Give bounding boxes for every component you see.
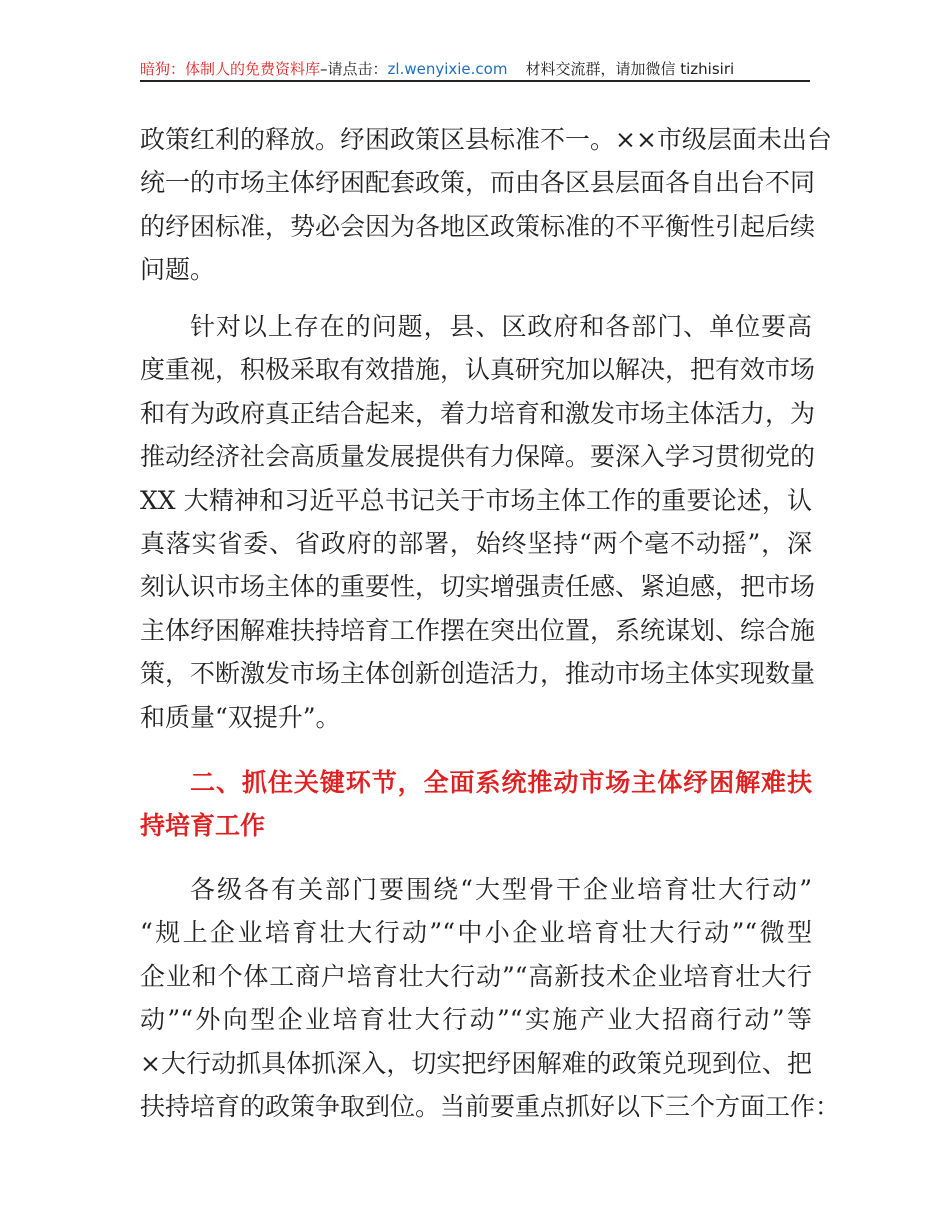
text-line: XX 大精神和习近平总书记关于市场主体工作的重要论述，认	[140, 485, 812, 515]
text-line: 统一的市场主体纾困配套政策，而由各区县层面各自出台不同	[140, 168, 816, 198]
text-line: 动”“外向型企业培育壮大行动”“实施产业大招商行动”等	[140, 1005, 812, 1035]
section-heading	[140, 761, 812, 848]
text-line: 主体纾困解难扶持培育工作摆在突出位置，系统谋划、综合施	[140, 615, 816, 645]
text-line: 企业和个体工商户培育壮大行动”“高新技术企业培育壮大行	[140, 961, 812, 991]
text-line: ×大行动抓具体抓深入，切实把纾困解难的政策兑现到位、把	[140, 1048, 812, 1078]
text-line: 持培育工作	[140, 811, 266, 841]
text-line: 各级各有关部门要围绕“大型骨干企业培育壮大行动”	[190, 875, 812, 904]
site-link[interactable]: zl.wenyixie.com	[387, 60, 508, 78]
text-line: 推动经济社会高质量发展提供有力保障。要深入学习贯彻党的	[140, 442, 816, 472]
paragraph-2	[140, 305, 816, 739]
paragraph-1	[140, 118, 832, 292]
text-line: “规上企业培育壮大行动”“中小企业培育壮大行动”“微型	[140, 918, 812, 948]
header-divider	[140, 80, 810, 82]
text-line: 策，不断激发市场主体创新创造活力，推动市场主体实现数量	[140, 659, 816, 689]
contact-info: 材料交流群，请加微信 tizhisiri	[525, 60, 735, 78]
text-line: 度重视，积极采取有效措施，认真研究加以解决，把有效市场	[140, 355, 816, 385]
text-line: 和有为政府真正结合起来，着力培育和激发市场主体活力，为	[140, 398, 816, 428]
text-line: 针对以上存在的问题，县、区政府和各部门、单位要高	[190, 312, 812, 341]
site-name: 暗狗：体制人的免费资料库	[140, 60, 321, 78]
text-line: 刻认识市场主体的重要性，切实增强责任感、紧迫感，把市场	[140, 572, 816, 602]
text-line: 扶持培育的政策争取到位。当前要重点抓好以下三个方面工作：	[140, 1091, 841, 1121]
text-line: 问题。	[140, 255, 216, 285]
paragraph-3	[140, 868, 841, 1128]
text-line: 的纾困标准，势必会因为各地区政策标准的不平衡性引起后续	[140, 211, 816, 241]
page-header	[140, 58, 810, 79]
text-line: 政策红利的释放。纾困政策区县标准不一。××市级层面未出台	[140, 125, 832, 154]
text-line: 和质量“双提升”。	[140, 702, 341, 732]
click-prompt: –请点击：	[320, 60, 388, 78]
text-line: 二、抓住关键环节，全面系统推动市场主体纾困解难扶	[190, 768, 812, 797]
text-line: 真落实省委、省政府的部署，始终坚持“两个毫不动摇”，深	[140, 528, 812, 558]
